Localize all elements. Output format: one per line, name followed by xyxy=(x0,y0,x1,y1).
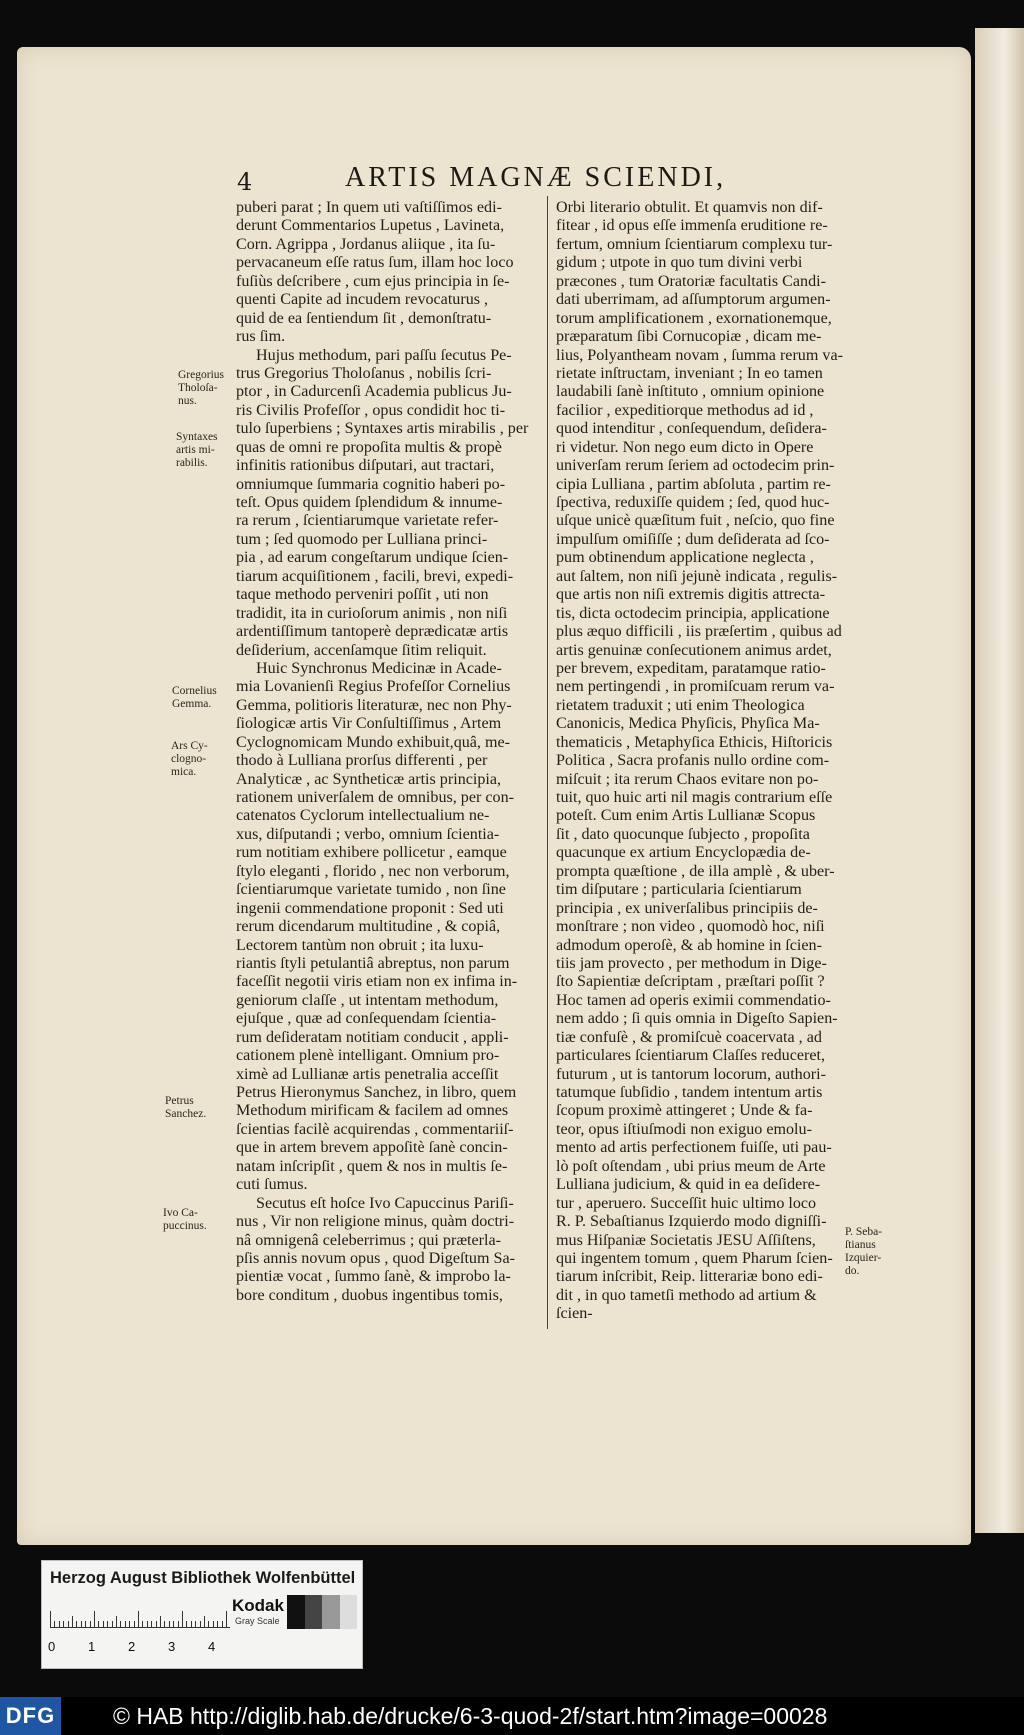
text-line: laudabili ſanè inſtituto , omnium opinione xyxy=(556,383,825,401)
text-line: futurum , ut is tantorum locorum, authori- xyxy=(556,1065,826,1083)
text-line: Huic Synchronus Medicinæ in Acade- xyxy=(256,659,502,677)
text-line: univerſam rerum ſeriem ad octodecim prin- xyxy=(556,457,835,475)
text-line: tulo ſuperbiens ; Syntaxes artis mirabilis , per xyxy=(236,420,529,438)
text-line: quenti Capite ad incudem revocaturus , xyxy=(236,291,489,309)
ruler-tick xyxy=(226,1611,227,1627)
ruler-tick xyxy=(200,1621,201,1627)
text-line: præparatum ſibi Cornucopiæ , dicam me- xyxy=(556,328,822,346)
text-line: Analyticæ , ac Syntheticæ artis principia, xyxy=(236,770,502,788)
text-line: riantis ſtyli petulantiâ abreptus, non parum xyxy=(236,954,510,972)
text-line: cationem plenè intelligant. Omnium pro- xyxy=(236,1047,500,1065)
gray-patch xyxy=(287,1595,305,1629)
text-line: Secutus eſt hoſce Ivo Capuccinus Pariſi- xyxy=(256,1194,514,1212)
kodak-subtitle: Gray Scale xyxy=(235,1616,280,1626)
text-line: teor, opus iſtiuſmodi non exiguo emolu- xyxy=(556,1120,812,1138)
text-line: Hoc tamen ad operis eximii commendatio- xyxy=(556,991,831,1009)
ruler-tick xyxy=(178,1621,179,1627)
text-line: pervacaneum eſſe ratus ſum, illam hoc loco xyxy=(236,254,514,272)
text-line: ejuſque , quæ ad conſequendam ſcientia- xyxy=(236,1010,497,1028)
text-line: omniumque ſummaria cognitio haberi po- xyxy=(236,475,506,493)
text-line: per brevem, expeditam, paratamque ratio- xyxy=(556,659,826,677)
marginal-line: mica. xyxy=(171,766,197,778)
text-line: tim diſputare ; particularia ſcientiarum xyxy=(556,881,802,899)
text-line: deſiderium, accenſamque ſitim reliquit. xyxy=(236,641,487,659)
text-line: pum obtinendum applicatione neglecta , xyxy=(556,549,814,567)
text-line: mia Lovanienſi Regius Profeſſor Cornelius xyxy=(236,678,511,696)
page-stack-edge xyxy=(975,28,1024,1533)
text-line: ſcientias facilè acquirendas , commentariiſ- xyxy=(236,1120,514,1138)
marginal-line: Cornelius xyxy=(172,685,217,697)
archive-color-target xyxy=(41,1560,363,1669)
text-line: Orbi literario obtulit. Et quamvis non dif- xyxy=(556,199,823,216)
marginal-note-cornelius xyxy=(172,685,217,711)
ruler-tick xyxy=(208,1621,209,1627)
text-line: tiis jam provecto , per methodum in Dige- xyxy=(556,954,827,972)
text-line: dit , in quo tametſi methodo ad artium & xyxy=(556,1286,817,1304)
text-line: nem pertingendi , in promiſcuam rerum va- xyxy=(556,678,835,696)
ruler-tick xyxy=(94,1611,95,1627)
gray-patch xyxy=(340,1595,358,1629)
ruler-tick xyxy=(213,1621,214,1627)
text-line: lius, Polyantheam novam , ſumma rerum va- xyxy=(556,346,843,364)
text-line: xus, diſputandi ; verbo, omnium ſcientia- xyxy=(236,825,500,843)
ruler-number: 0 xyxy=(48,1639,56,1654)
text-line: cipia Lulliana , partim abſoluta , partim re- xyxy=(556,475,831,493)
kodak-logo: Kodak xyxy=(232,1596,284,1615)
ruler-tick xyxy=(147,1621,148,1627)
text-line: principia , ex univerſalibus principiis de- xyxy=(556,899,818,917)
marginal-line: ſtianus xyxy=(845,1239,876,1251)
text-line: ſit , dato quocunque ſubjecto , propoſita xyxy=(556,825,810,843)
right-text-column xyxy=(556,199,856,1324)
text-line: nâ omnigenâ celeberrimus ; qui præterla- xyxy=(236,1231,502,1249)
text-line: tatumque ſubſidio , tandem intentum artis xyxy=(556,1084,823,1101)
running-title: ARTIS MAGNÆ SCIENDI, xyxy=(345,162,727,193)
ruler-tick xyxy=(76,1621,77,1627)
text-line: ardentiſſimum tantoperè deprædicatæ artis xyxy=(236,623,509,641)
marginal-line: do. xyxy=(845,1265,860,1277)
text-line: poteſt. Cum enim Artis Lullianæ Scopus xyxy=(556,807,816,825)
text-line: ſto Sapientiæ deſcriptam , præſtari poſſit ? xyxy=(556,973,825,991)
ruler-tick xyxy=(182,1611,183,1627)
ruler-tick xyxy=(222,1621,223,1627)
text-line: monſtrare ; non video , quomodò hoc, niſi xyxy=(556,918,825,936)
text-line: Politica , Sacra profanis nullo ordine com- xyxy=(556,752,830,770)
text-line: tis, dicta octodecim principia, applicatione xyxy=(556,604,830,622)
ruler-tick xyxy=(186,1621,187,1627)
marginal-line: Sanchez. xyxy=(165,1108,207,1120)
marginal-line: puccinus. xyxy=(163,1220,207,1232)
ruler-tick xyxy=(156,1621,157,1627)
text-line: rus ſim. xyxy=(236,328,286,346)
ruler-tick xyxy=(120,1621,121,1627)
marginal-line: Petrus xyxy=(165,1095,194,1107)
text-line: tiarum acquiſitionem , facili, brevi, expedi- xyxy=(236,567,514,585)
ruler-tick xyxy=(103,1621,104,1627)
text-line: uſque unicè quæſitum fuit , neſcio, quo fine xyxy=(556,512,835,530)
text-line: Cyclognomicam Mundo exhibuit,quâ, me- xyxy=(236,733,510,751)
text-line: thodo à Lulliana prorſus differenti , per xyxy=(236,752,488,770)
text-line: nem addo ; ſi quis omnia in Digeſto Sapien- xyxy=(556,1010,838,1028)
text-line: Gemma, politioris literaturæ, nec non Phy- xyxy=(236,696,512,714)
marginal-line: artis mi- xyxy=(176,444,215,456)
ruler-tick xyxy=(138,1611,139,1627)
ruler-tick xyxy=(54,1621,55,1627)
ruler-tick xyxy=(191,1621,192,1627)
text-line: rationem univerſalem de omnibus, per con- xyxy=(236,789,514,806)
ruler-tick xyxy=(134,1621,135,1627)
ruler-tick xyxy=(63,1621,64,1627)
text-line: nus , Vir non religione minus, quàm doctri- xyxy=(236,1213,515,1231)
text-line: rum deſideratam notitiam conducit , appli- xyxy=(236,1028,509,1046)
text-line: pſis annis novum opus , quod Digeſtum Sa- xyxy=(236,1249,515,1267)
marginal-line: nus. xyxy=(178,395,197,407)
text-line: natam inſcripſit , quem & nos in multis ſe- xyxy=(236,1157,508,1175)
text-line: Hujus methodum, pari paſſu ſecutus Pe- xyxy=(256,346,512,364)
text-line: geniorum claſſe , ut intentam methodum, xyxy=(236,991,499,1009)
library-name: Herzog August Bibliothek Wolfenbüttel xyxy=(50,1569,356,1587)
text-line: infinitis rationibus diſputari, aut tractari, xyxy=(236,457,495,475)
marginal-line: Ars Cy- xyxy=(171,740,208,752)
text-line: Lectorem tantùm non obruit ; ita luxu- xyxy=(236,936,484,954)
ruler-tick xyxy=(50,1611,51,1627)
text-line: Canonicis, Medica Phyſicis, Phyſica Ma- xyxy=(556,715,820,733)
text-line: tur , aperuero. Succeſſit huic ultimo loco xyxy=(556,1194,817,1212)
text-line: catenatos Cyclorum intellectualium ne- xyxy=(236,807,490,825)
ruler-tick xyxy=(72,1616,73,1627)
column-divider xyxy=(547,196,548,1329)
marginal-note-gregorius xyxy=(178,369,224,408)
text-line: Lulliana judicium, & quid in ea deſidere- xyxy=(556,1176,821,1194)
ruler-tick xyxy=(129,1621,130,1627)
ruler-tick xyxy=(195,1621,196,1627)
ruler-tick xyxy=(217,1621,218,1627)
left-text-column xyxy=(236,199,542,1305)
text-line: rietate inſtructam, inveniant ; In eo tamen xyxy=(556,364,823,382)
text-line: tiæ confuſè , & promiſcuè coacervata , ad xyxy=(556,1028,822,1046)
text-line: tiarum inſcribit, Reip. litterariæ bono edi- xyxy=(556,1268,823,1286)
ruler-tick xyxy=(81,1621,82,1627)
ruler-tick xyxy=(125,1621,126,1627)
text-line: fertum, omnium ſcientiarum complexu tur- xyxy=(556,235,833,253)
ruler-tick xyxy=(59,1621,60,1627)
ruler-tick xyxy=(204,1616,205,1627)
ruler-tick xyxy=(85,1621,86,1627)
dfg-logo: DFG xyxy=(0,1697,61,1735)
measurement-ruler xyxy=(50,1597,230,1628)
text-line: gidum ; utpote in quo tum divini verbi xyxy=(556,254,803,272)
text-line: derunt Commentarios Lupetus , Lavineta, xyxy=(236,217,505,235)
text-line: puberi parat ; In quem uti vaſtiſſimos edi- xyxy=(236,199,502,216)
text-line: torum amplificationem , exornationemque, xyxy=(556,309,832,327)
gray-patch xyxy=(322,1595,340,1629)
text-line: quod intenditur , conſequendum, deſidera- xyxy=(556,420,827,438)
text-line: Methodum mirificam & facilem ad omnes xyxy=(236,1102,509,1120)
text-line: ſpectiva, reduxiſſe quidem ; ſed, quod huc- xyxy=(556,494,830,511)
text-line: mus Hiſpaniæ Societatis JESU Aſſiſtens, xyxy=(556,1231,816,1249)
text-line: ri videtur. Non nego eum dicto in Opere xyxy=(556,438,814,456)
text-line: lò poſt oſtendam , ubi prius meum de Arte xyxy=(556,1157,826,1175)
text-line: pientiæ vocat , ſummo ſanè, & improbo la- xyxy=(236,1268,511,1286)
marginal-line: Syntaxes xyxy=(176,431,218,443)
text-line: præcones , tum Oratoriæ facultatis Candi- xyxy=(556,272,826,290)
ruler-tick xyxy=(169,1621,170,1627)
text-line: Petrus Hieronymus Sanchez, in libro, quem xyxy=(236,1084,517,1101)
ruler-tick xyxy=(164,1621,165,1627)
text-line: ſtylo eleganti , florido , nec non verborum, xyxy=(236,862,510,880)
ruler-number: 3 xyxy=(168,1639,176,1654)
text-line: que artis non niſi extremis digitis attrecta- xyxy=(556,586,826,604)
marginal-note-syntaxes xyxy=(176,431,218,470)
marginal-line: Izquier- xyxy=(845,1252,882,1264)
text-line: ptor , in Cadurcenſi Academia publicus Ju- xyxy=(236,383,512,401)
text-line: quas de omni re propoſita multis & propè xyxy=(236,438,502,456)
text-line: cuti ſumus. xyxy=(236,1176,308,1194)
ruler-tick xyxy=(116,1616,117,1627)
text-line: facilior , expeditiorque methodus ad id , xyxy=(556,401,814,419)
text-line: quacunque ex artium Encyclopædia de- xyxy=(556,844,811,862)
ruler-tick xyxy=(107,1621,108,1627)
footer-credit-link[interactable]: © HAB http://diglib.hab.de/drucke/6-3-quod-2f/start.htm?image=00028 xyxy=(113,1703,828,1729)
text-line: trus Gregorius Tholoſanus , nobilis ſcri- xyxy=(236,364,492,382)
ruler-tick xyxy=(98,1621,99,1627)
text-line: plus æquo difficili , iis præſertim , quibus ad xyxy=(556,623,842,641)
text-line: tradidit, ita in curioſorum animis , non niſi xyxy=(236,604,508,622)
text-line: que in artem brevem appoſitè ſanè concin- xyxy=(236,1139,508,1157)
text-line: rum notitiam exhibere pollicetur , eamque xyxy=(236,844,507,862)
text-line: artis genuinæ conſecutionem animus ardet, xyxy=(556,641,832,659)
ruler-number: 2 xyxy=(128,1639,136,1654)
text-line: mento ad artis perfectionem fuiſſe, uti pau- xyxy=(556,1139,832,1157)
text-line: thematicis , Metaphyſica Ethicis, Hiſtoricis xyxy=(556,733,833,751)
ruler-tick xyxy=(68,1621,69,1627)
gray-patch xyxy=(305,1595,323,1629)
page-number: 4 xyxy=(237,168,253,196)
text-line: miſcuit ; ita rerum Chaos evitare non po- xyxy=(556,770,819,788)
ruler-tick xyxy=(160,1616,161,1627)
marginal-line: Gregorius xyxy=(178,369,224,381)
text-line: fitear , id opus eſſe immenſa eruditione re- xyxy=(556,217,828,235)
text-line: aut ſaltem, non niſi jejunè indicata , regulis- xyxy=(556,567,838,585)
text-line: ſcien- xyxy=(556,1305,593,1323)
text-line: ingenii commendatione proponit : Sed uti xyxy=(236,899,504,917)
marginal-line: Tholoſa- xyxy=(178,382,218,394)
ruler-number: 4 xyxy=(208,1639,216,1654)
text-line: rerum dicendarum multitudine , & copiâ, xyxy=(236,918,501,936)
text-line: ſiologicæ artis Vir Conſultiſſimus , Artem xyxy=(236,715,502,733)
ruler-number: 1 xyxy=(88,1639,96,1654)
text-line: admodum operoſè, & ab homine in ſcien- xyxy=(556,936,822,954)
text-line: impulſum omiſiſſe ; dum deſiderata ad ſco- xyxy=(556,530,830,548)
ruler-tick xyxy=(142,1621,143,1627)
text-line: tum ; ſed quomodo per Lulliana princi- xyxy=(236,530,488,548)
ruler-tick xyxy=(90,1621,91,1627)
text-line: ſcientiarumque varietate tumido , non ſine xyxy=(236,881,506,899)
text-line: dati uberrimam, ad aſſumptorum argumen- xyxy=(556,291,831,309)
ruler-tick xyxy=(173,1621,174,1627)
text-line: tuit, quo huic arti nil magis contrarium eſſe xyxy=(556,789,833,806)
marginal-line: Ivo Ca- xyxy=(163,1207,198,1219)
marginal-line: P. Seba- xyxy=(845,1226,883,1238)
marginal-note-ivo xyxy=(163,1207,207,1233)
text-line: prompta quæſtione , de illa amplè , & uber- xyxy=(556,862,835,880)
marginal-line: clogno- xyxy=(171,753,207,765)
text-line: ra rerum , ſcientiarumque varietate refer- xyxy=(236,512,499,530)
marginal-note-ars xyxy=(171,740,208,779)
ruler-tick xyxy=(112,1621,113,1627)
ruler-tick xyxy=(151,1621,152,1627)
text-line: faceſſit negotii viris etiam non ex infima in- xyxy=(236,973,518,991)
text-line: teſt. Opus quidem ſplendidum & innume- xyxy=(236,494,503,511)
gray-scale-patches xyxy=(287,1595,357,1629)
text-line: quid de ea ſentiendum ſit , demonſtratu- xyxy=(236,309,492,327)
text-line: qui ingentem tomum , quem Pharum ſcien- xyxy=(556,1249,833,1267)
marginal-note-petrus xyxy=(165,1095,206,1121)
marginal-line: Gemma. xyxy=(172,698,212,710)
text-line: taque methodo perveniri poſſit , uti non xyxy=(236,586,489,604)
text-line: ximè ad Lullianæ artis penetralia acceſſit xyxy=(236,1065,499,1083)
marginal-note-sebastianus xyxy=(845,1226,882,1278)
text-line: pia , ad earum congeſtarum undique ſcien- xyxy=(236,549,509,567)
text-line: bore conditum , duobus ingentibus tomis, xyxy=(236,1286,503,1304)
text-line: ſcopum proximè attingeret ; Unde & fa- xyxy=(556,1102,813,1120)
marginal-line: rabilis. xyxy=(176,457,208,469)
text-line: rietatem traduxit ; uti enim Theologica xyxy=(556,696,805,714)
text-line: Corn. Agrippa , Jordanus aliique , ita ſu- xyxy=(236,235,496,253)
text-line: ris Civilis Profeſſor , opus condidit hoc ti- xyxy=(236,401,506,419)
text-line: fuſiùs deſcribere , cum ejus principia in ſe- xyxy=(236,272,510,290)
text-line: R. P. Sebaſtianus Izquierdo modo digniſſi- xyxy=(556,1213,827,1231)
text-line: particulares ſcientiarum Claſſes reduceret, xyxy=(556,1047,825,1065)
